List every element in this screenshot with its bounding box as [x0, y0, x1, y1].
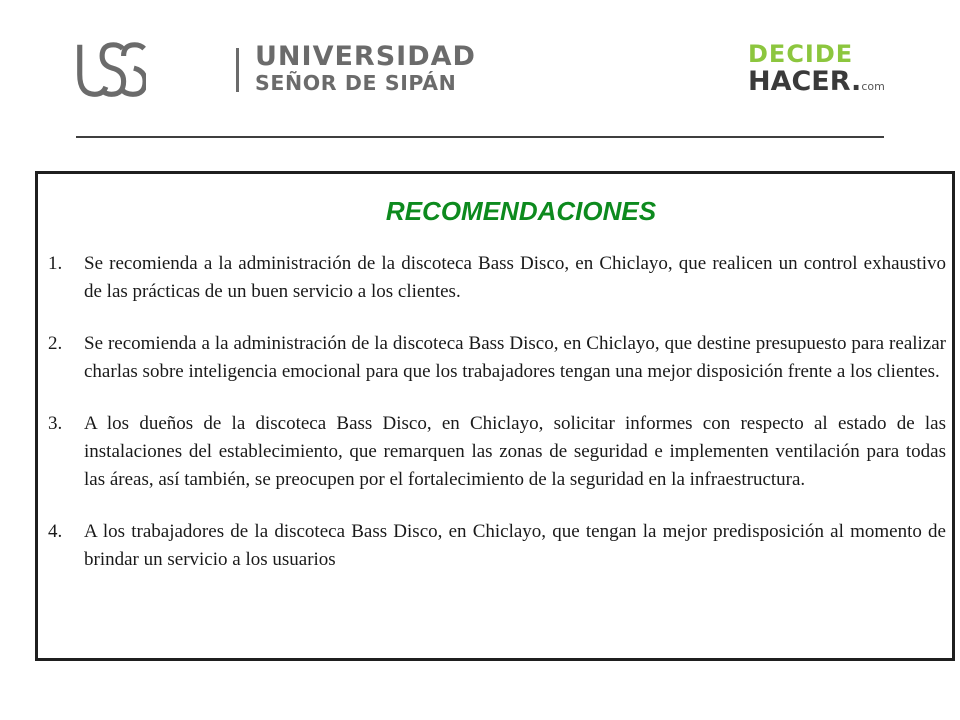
list-item	[48, 410, 946, 494]
recommendations-list	[48, 250, 946, 598]
item-number: 1.	[48, 253, 63, 274]
decide-word: DECIDE	[748, 40, 854, 68]
hacer-word: HACER	[748, 66, 852, 97]
list-item	[48, 330, 946, 386]
dotcom-suffix: com	[861, 80, 885, 93]
hacer-dot: .	[851, 66, 862, 97]
decide-hacer-logo	[748, 42, 888, 100]
header-divider	[76, 136, 884, 138]
page-title: RECOMENDACIONES	[385, 196, 657, 226]
uss-logo	[76, 41, 476, 98]
list-item	[48, 518, 946, 574]
item-text: A los trabajadores de la discoteca Bass Disco, en Chiclayo, que tengan la mejor predisposición al momento de brindar un servicio a los usuarios	[84, 521, 946, 570]
recommendations-box	[35, 171, 955, 661]
hacer-word-group	[748, 68, 885, 101]
item-text: Se recomienda a la administración de la discoteca Bass Disco, en Chiclayo, que realicen un control exhaustivo de las prácticas de un buen servicio a los clientes.	[84, 253, 946, 302]
uss-divider	[236, 48, 239, 92]
uss-wordmark	[255, 42, 476, 95]
item-number: 3.	[48, 413, 63, 434]
item-number: 2.	[48, 333, 63, 354]
item-text: Se recomienda a la administración de la discoteca Bass Disco, en Chiclayo, que destine presupuesto para realizar charlas sobre inteligencia emocional para que los trabajadores tengan una mejor disposición frente a los clientes.	[84, 333, 946, 382]
list-item	[48, 250, 946, 306]
uss-line1: UNIVERSIDAD	[255, 41, 476, 72]
item-number: 4.	[48, 521, 63, 542]
uss-line2: SEÑOR DE SIPÁN	[255, 71, 457, 95]
uss-monogram-icon	[76, 42, 146, 98]
item-text: A los dueños de la discoteca Bass Disco, en Chiclayo, solicitar informes con respecto al estado de las instalaciones del establecimiento, que remarquen las zonas de seguridad e implementen ventilación para todas las áreas, así también, se preocupen por el fortalecimiento de la seguridad en la infraestructura.	[84, 413, 946, 490]
